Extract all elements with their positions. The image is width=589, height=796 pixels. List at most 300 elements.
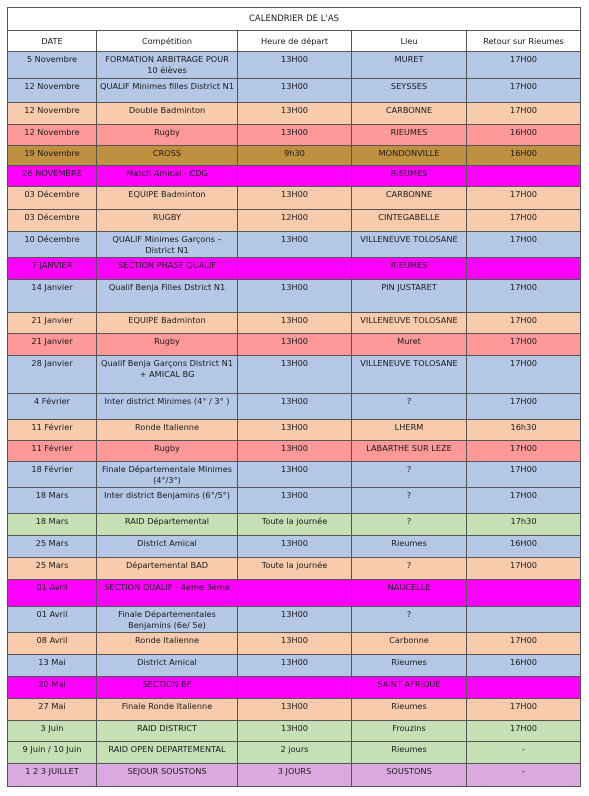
table-row bbox=[8, 677, 581, 699]
cell-return-time-text: 17H00 bbox=[510, 443, 538, 453]
cell-competition bbox=[97, 394, 238, 420]
cell-return-time-text: 17H00 bbox=[510, 212, 538, 222]
cell-date bbox=[8, 655, 97, 677]
cell-departure-time bbox=[238, 514, 352, 536]
cell-competition-text: SECTION BF bbox=[142, 679, 192, 689]
cell-return-time bbox=[467, 558, 581, 580]
header-location: Lieu bbox=[352, 31, 467, 52]
table-row bbox=[8, 356, 581, 394]
cell-departure-time bbox=[238, 166, 352, 187]
cell-return-time-text bbox=[470, 607, 577, 609]
cell-date-text: 03 Décembre bbox=[24, 189, 80, 199]
cell-date bbox=[8, 699, 97, 721]
cell-competition-text: EQUIPE Badminton bbox=[128, 315, 206, 325]
cell-return-time bbox=[467, 580, 581, 607]
cell-departure-time-text: 13H00 bbox=[281, 723, 308, 733]
cell-competition-text: QUALIF Minimes Garçons – District N1 bbox=[112, 234, 222, 255]
cell-location-text: CINTEGABELLE bbox=[378, 212, 440, 222]
cell-date bbox=[8, 313, 97, 334]
cell-date-text: 18 Mars bbox=[35, 516, 69, 526]
cell-location bbox=[352, 580, 467, 607]
cell-departure-time bbox=[238, 187, 352, 210]
cell-location-text: Rieumes bbox=[391, 744, 427, 754]
cell-return-time-text: 17H00 bbox=[510, 701, 538, 711]
table-row bbox=[8, 536, 581, 558]
cell-departure-time bbox=[238, 210, 352, 232]
cell-location bbox=[352, 334, 467, 356]
cell-departure-time-text: 13H00 bbox=[281, 105, 308, 115]
cell-date bbox=[8, 420, 97, 441]
cell-date-text: 28 Janvier bbox=[31, 358, 73, 368]
cell-competition-text: Rugby bbox=[154, 127, 180, 137]
cell-departure-time-text: 13H00 bbox=[281, 54, 308, 64]
cell-competition-text: SECTION QUALIF - 4eme 3eme bbox=[104, 582, 230, 592]
cell-return-time-text: 16H00 bbox=[510, 148, 538, 158]
cell-return-time-text: 17H00 bbox=[510, 105, 538, 115]
cell-return-time bbox=[467, 462, 581, 488]
cell-location-text: VILLENEUVE TOLOSANE bbox=[360, 234, 458, 244]
table-row bbox=[8, 52, 581, 79]
cell-departure-time-text bbox=[241, 580, 348, 582]
cell-competition-text: Inter district Benjamins (6°/5°) bbox=[104, 490, 230, 500]
cell-return-time bbox=[467, 441, 581, 462]
cell-location-text: RIEUMES bbox=[390, 127, 428, 137]
cell-departure-time-text: 13H00 bbox=[281, 358, 308, 368]
cell-return-time-text: 16H00 bbox=[510, 657, 538, 667]
cell-competition bbox=[97, 280, 238, 313]
cell-location bbox=[352, 699, 467, 721]
cell-competition-text: FORMATION ARBITRAGE POUR 10 élèves bbox=[105, 54, 229, 75]
cell-departure-time bbox=[238, 699, 352, 721]
cell-competition bbox=[97, 764, 238, 787]
cell-date bbox=[8, 258, 97, 280]
cell-location bbox=[352, 356, 467, 394]
cell-competition-text: Qualif Benja Garçons District N1 + AMICAL BG bbox=[101, 358, 233, 379]
cell-location bbox=[352, 607, 467, 633]
cell-date bbox=[8, 742, 97, 764]
cell-return-time-text: 17H00 bbox=[510, 282, 538, 292]
cell-date bbox=[8, 125, 97, 146]
cell-location bbox=[352, 633, 467, 655]
cell-competition bbox=[97, 420, 238, 441]
cell-departure-time bbox=[238, 558, 352, 580]
cell-departure-time-text: 13H00 bbox=[281, 396, 308, 406]
cell-date-text: 11 Février bbox=[31, 422, 73, 432]
cell-departure-time-text: 3 JOURS bbox=[277, 766, 312, 776]
cell-departure-time-text: 13H00 bbox=[281, 635, 308, 645]
cell-competition-text: Match Amical - CDG bbox=[126, 168, 208, 178]
cell-departure-time-text: 13H00 bbox=[281, 234, 308, 244]
cell-departure-time bbox=[238, 313, 352, 334]
cell-competition-text: EQUIPE Badminton bbox=[128, 189, 206, 199]
cell-date-text: 08 Avril bbox=[36, 635, 68, 645]
cell-departure-time-text: 13H00 bbox=[281, 657, 308, 667]
cell-return-time bbox=[467, 633, 581, 655]
table-row bbox=[8, 125, 581, 146]
cell-return-time-text: 17H00 bbox=[510, 635, 538, 645]
cell-date bbox=[8, 334, 97, 356]
cell-departure-time-text bbox=[241, 677, 348, 679]
cell-return-time bbox=[467, 655, 581, 677]
cell-location-text: LHERM bbox=[394, 422, 424, 432]
cell-date bbox=[8, 607, 97, 633]
cell-competition-text: CROSS bbox=[152, 148, 182, 158]
cell-date-text: 5 Novembre bbox=[26, 54, 78, 64]
cell-location-text: Frouzins bbox=[392, 723, 426, 733]
cell-competition bbox=[97, 441, 238, 462]
cell-departure-time-text: 13H00 bbox=[281, 464, 308, 474]
cell-return-time bbox=[467, 488, 581, 514]
cell-location-text: ? bbox=[406, 490, 412, 500]
cell-location bbox=[352, 420, 467, 441]
cell-return-time bbox=[467, 334, 581, 356]
cell-departure-time bbox=[238, 79, 352, 103]
table-row bbox=[8, 334, 581, 356]
cell-competition bbox=[97, 146, 238, 166]
cell-date bbox=[8, 210, 97, 232]
cell-date-text: 01 Avril bbox=[36, 582, 68, 592]
cell-departure-time-text: 13H00 bbox=[281, 422, 308, 432]
cell-competition bbox=[97, 488, 238, 514]
cell-location bbox=[352, 187, 467, 210]
cell-departure-time-text: 13H00 bbox=[281, 315, 308, 325]
table-row bbox=[8, 580, 581, 607]
cell-date bbox=[8, 441, 97, 462]
cell-date-text: 21 Janvier bbox=[31, 315, 73, 325]
cell-date bbox=[8, 536, 97, 558]
cell-location bbox=[352, 462, 467, 488]
table-row bbox=[8, 232, 581, 258]
cell-departure-time bbox=[238, 334, 352, 356]
cell-competition bbox=[97, 125, 238, 146]
header-departure-time: Heure de départ bbox=[238, 31, 352, 52]
cell-return-time bbox=[467, 125, 581, 146]
cell-departure-time bbox=[238, 607, 352, 633]
cell-location bbox=[352, 394, 467, 420]
cell-departure-time bbox=[238, 580, 352, 607]
cell-competition bbox=[97, 52, 238, 79]
cell-departure-time bbox=[238, 764, 352, 787]
cell-location-text: ? bbox=[406, 516, 412, 526]
cell-competition bbox=[97, 655, 238, 677]
cell-location bbox=[352, 742, 467, 764]
cell-return-time bbox=[467, 187, 581, 210]
table-row bbox=[8, 79, 581, 103]
cell-date-text: 12 Novembre bbox=[24, 105, 80, 115]
cell-departure-time bbox=[238, 258, 352, 280]
cell-return-time bbox=[467, 764, 581, 787]
cell-location bbox=[352, 79, 467, 103]
cell-competition bbox=[97, 514, 238, 536]
cell-return-time-text: 17H00 bbox=[510, 396, 538, 406]
cell-departure-time bbox=[238, 52, 352, 79]
cell-location bbox=[352, 677, 467, 699]
cell-departure-time bbox=[238, 462, 352, 488]
cell-date bbox=[8, 488, 97, 514]
cell-date-text: 21 Janvier bbox=[31, 336, 73, 346]
cell-competition bbox=[97, 462, 238, 488]
cell-departure-time bbox=[238, 125, 352, 146]
cell-competition bbox=[97, 356, 238, 394]
cell-return-time bbox=[467, 699, 581, 721]
cell-competition-text: Rugby bbox=[154, 443, 180, 453]
cell-location-text: Rieumes bbox=[391, 657, 427, 667]
cell-departure-time bbox=[238, 103, 352, 125]
cell-departure-time bbox=[238, 232, 352, 258]
cell-location-text: SAINT AFRIQUE bbox=[377, 679, 441, 689]
table-row bbox=[8, 258, 581, 280]
cell-departure-time bbox=[238, 420, 352, 441]
cell-return-time-text: 17H00 bbox=[510, 490, 538, 500]
cell-location bbox=[352, 558, 467, 580]
cell-competition-text: District Amical bbox=[137, 657, 197, 667]
cell-competition-text: Ronde Italienne bbox=[134, 422, 199, 432]
table-row bbox=[8, 210, 581, 232]
cell-return-time-text: 17H00 bbox=[510, 234, 538, 244]
table-row bbox=[8, 394, 581, 420]
cell-location-text: MONDONVILLE bbox=[378, 148, 440, 158]
cell-location-text: Carbonne bbox=[389, 635, 429, 645]
cell-return-time bbox=[467, 742, 581, 764]
cell-competition bbox=[97, 210, 238, 232]
cell-date-text: 25 Mars bbox=[35, 560, 69, 570]
cell-date bbox=[8, 677, 97, 699]
cell-competition bbox=[97, 580, 238, 607]
cell-return-time-text: - bbox=[522, 744, 525, 754]
cell-return-time bbox=[467, 313, 581, 334]
table-row bbox=[8, 313, 581, 334]
cell-competition bbox=[97, 721, 238, 742]
cell-date-text: 26 NOVEMBRE bbox=[22, 168, 82, 178]
cell-return-time bbox=[467, 356, 581, 394]
cell-date-text: 14 Janvier bbox=[31, 282, 73, 292]
cell-date bbox=[8, 356, 97, 394]
cell-competition bbox=[97, 187, 238, 210]
cell-competition bbox=[97, 699, 238, 721]
cell-competition-text: QUALIF Minimes filles District N1 bbox=[100, 81, 234, 91]
cell-location bbox=[352, 166, 467, 187]
cell-departure-time-text: 13H00 bbox=[281, 81, 308, 91]
cell-location-text: MURET bbox=[394, 54, 424, 64]
cell-return-time bbox=[467, 607, 581, 633]
table-row bbox=[8, 607, 581, 633]
cell-location-text: NAUCELLE bbox=[387, 582, 431, 592]
cell-return-time-text: 17H00 bbox=[510, 336, 538, 346]
cell-location bbox=[352, 488, 467, 514]
cell-return-time bbox=[467, 420, 581, 441]
cell-departure-time-text: 13H00 bbox=[281, 189, 308, 199]
cell-return-time-text: 17H00 bbox=[510, 560, 538, 570]
cell-departure-time bbox=[238, 721, 352, 742]
cell-date-text: 1 2 3 JUILLET bbox=[25, 766, 79, 776]
cell-location-text: Muret bbox=[397, 336, 421, 346]
cell-date bbox=[8, 103, 97, 125]
cell-departure-time-text: 12H00 bbox=[281, 212, 308, 222]
cell-location-text: LABARTHE SUR LEZE bbox=[366, 443, 452, 453]
cell-location bbox=[352, 232, 467, 258]
cell-location-text: ? bbox=[406, 396, 412, 406]
cell-date-text: 01 Avril bbox=[36, 609, 68, 619]
cell-departure-time-text: 13H00 bbox=[281, 538, 308, 548]
cell-return-time bbox=[467, 514, 581, 536]
cell-competition bbox=[97, 313, 238, 334]
table-row bbox=[8, 633, 581, 655]
cell-return-time bbox=[467, 394, 581, 420]
cell-competition-text: Rugby bbox=[154, 336, 180, 346]
cell-departure-time-text: 2 jours bbox=[280, 744, 309, 754]
cell-competition bbox=[97, 166, 238, 187]
cell-date-text: 10 Décembre bbox=[24, 234, 80, 244]
cell-competition bbox=[97, 558, 238, 580]
calendar-table bbox=[7, 7, 581, 787]
cell-return-time bbox=[467, 232, 581, 258]
table-row bbox=[8, 655, 581, 677]
cell-date bbox=[8, 79, 97, 103]
header-row bbox=[8, 31, 581, 52]
table-row bbox=[8, 103, 581, 125]
cell-location-text: ? bbox=[406, 609, 412, 619]
cell-return-time-text: 16H00 bbox=[510, 127, 538, 137]
calendar-title: CALENDRIER DE L'AS bbox=[8, 8, 581, 31]
table-row bbox=[8, 420, 581, 441]
cell-competition bbox=[97, 536, 238, 558]
cell-competition-text: Double Badminton bbox=[128, 105, 206, 115]
cell-return-time-text bbox=[470, 166, 577, 168]
cell-competition-text: Finale Ronde Italienne bbox=[121, 701, 213, 711]
table-row bbox=[8, 187, 581, 210]
cell-competition-text: RUGBY bbox=[152, 212, 182, 222]
cell-competition-text: RAID Départemental bbox=[124, 516, 210, 526]
cell-date-text: 25 Mars bbox=[35, 538, 69, 548]
calendar-sheet bbox=[7, 7, 580, 787]
cell-date-text: 19 Novembre bbox=[24, 148, 80, 158]
table-row bbox=[8, 742, 581, 764]
table-row bbox=[8, 558, 581, 580]
cell-competition bbox=[97, 103, 238, 125]
cell-return-time-text bbox=[470, 258, 577, 260]
cell-date-text: 18 Février bbox=[31, 464, 73, 474]
cell-departure-time bbox=[238, 633, 352, 655]
cell-departure-time-text: 13H00 bbox=[281, 490, 308, 500]
table-row bbox=[8, 514, 581, 536]
cell-location-text: CARBONNE bbox=[385, 105, 433, 115]
cell-return-time bbox=[467, 280, 581, 313]
table-row bbox=[8, 462, 581, 488]
cell-location bbox=[352, 514, 467, 536]
cell-date-text: 7 JANVIER bbox=[31, 260, 73, 270]
header-date: DATE bbox=[8, 31, 97, 52]
cell-competition-text: Finale Départementales Benjamins (6e/ 5e) bbox=[118, 609, 216, 630]
cell-departure-time-text: Toute la journée bbox=[261, 516, 328, 526]
cell-departure-time bbox=[238, 441, 352, 462]
cell-departure-time bbox=[238, 146, 352, 166]
cell-departure-time bbox=[238, 356, 352, 394]
cell-location-text: RIEUMES bbox=[390, 260, 428, 270]
cell-return-time bbox=[467, 721, 581, 742]
cell-date bbox=[8, 52, 97, 79]
cell-departure-time bbox=[238, 488, 352, 514]
cell-competition bbox=[97, 742, 238, 764]
cell-return-time bbox=[467, 166, 581, 187]
cell-competition-text: RAID DISTRICT bbox=[136, 723, 198, 733]
cell-location-text: ? bbox=[406, 464, 412, 474]
cell-date bbox=[8, 514, 97, 536]
cell-competition-text: SEJOUR SOUSTONS bbox=[127, 766, 207, 776]
cell-return-time-text: 17H00 bbox=[510, 189, 538, 199]
cell-location-text: SOUSTONS bbox=[386, 766, 432, 776]
cell-departure-time bbox=[238, 742, 352, 764]
table-row bbox=[8, 441, 581, 462]
cell-return-time-text: 17H00 bbox=[510, 723, 538, 733]
cell-return-time bbox=[467, 536, 581, 558]
cell-date bbox=[8, 462, 97, 488]
cell-return-time-text: - bbox=[522, 766, 525, 776]
cell-date bbox=[8, 166, 97, 187]
cell-departure-time bbox=[238, 655, 352, 677]
cell-departure-time bbox=[238, 536, 352, 558]
cell-departure-time-text: 13H00 bbox=[281, 127, 308, 137]
cell-competition bbox=[97, 258, 238, 280]
cell-return-time-text: 17H00 bbox=[510, 81, 538, 91]
cell-competition bbox=[97, 334, 238, 356]
cell-departure-time bbox=[238, 677, 352, 699]
cell-competition-text: RAID OPEN DEPARTEMENTAL bbox=[108, 744, 226, 754]
cell-location bbox=[352, 52, 467, 79]
cell-location-text: VILLENEUVE TOLOSANE bbox=[360, 315, 458, 325]
cell-competition-text: Finale Départementale Minimes (4°/3°) bbox=[101, 464, 233, 485]
table-row bbox=[8, 721, 581, 742]
cell-date-text: 18 Mars bbox=[35, 490, 69, 500]
cell-date bbox=[8, 764, 97, 787]
cell-date bbox=[8, 633, 97, 655]
cell-competition-text: Départemental BAD bbox=[126, 560, 208, 570]
cell-location bbox=[352, 655, 467, 677]
cell-competition bbox=[97, 607, 238, 633]
cell-competition-text: Ronde Italienne bbox=[134, 635, 199, 645]
cell-date-text: 03 Décembre bbox=[24, 212, 80, 222]
cell-return-time-text: 17H00 bbox=[510, 315, 538, 325]
cell-competition bbox=[97, 79, 238, 103]
cell-location bbox=[352, 536, 467, 558]
cell-competition-text: Qualif Benja Filles Dstrict N1 bbox=[108, 282, 226, 292]
cell-location-text: SEYSSES bbox=[390, 81, 428, 91]
cell-departure-time-text: 13H00 bbox=[281, 701, 308, 711]
cell-date bbox=[8, 394, 97, 420]
cell-location-text: ? bbox=[406, 560, 412, 570]
cell-return-time bbox=[467, 52, 581, 79]
cell-departure-time-text bbox=[241, 258, 348, 260]
cell-location-text: VILLENEUVE TOLOSANE bbox=[360, 358, 458, 368]
cell-date-text: 20 Mai bbox=[38, 679, 66, 689]
cell-departure-time bbox=[238, 280, 352, 313]
cell-date bbox=[8, 580, 97, 607]
table-row bbox=[8, 764, 581, 787]
table-row bbox=[8, 166, 581, 187]
cell-date bbox=[8, 280, 97, 313]
cell-competition bbox=[97, 232, 238, 258]
cell-date bbox=[8, 558, 97, 580]
cell-return-time-text bbox=[470, 677, 577, 679]
cell-return-time-text: 16h30 bbox=[510, 422, 537, 432]
cell-date-text: 11 Février bbox=[31, 443, 73, 453]
cell-return-time bbox=[467, 210, 581, 232]
cell-return-time-text: 17H00 bbox=[510, 464, 538, 474]
cell-location bbox=[352, 313, 467, 334]
cell-location-text: Rieumes bbox=[391, 538, 427, 548]
cell-date bbox=[8, 232, 97, 258]
cell-return-time-text: 17H00 bbox=[510, 358, 538, 368]
cell-return-time-text bbox=[470, 580, 577, 582]
